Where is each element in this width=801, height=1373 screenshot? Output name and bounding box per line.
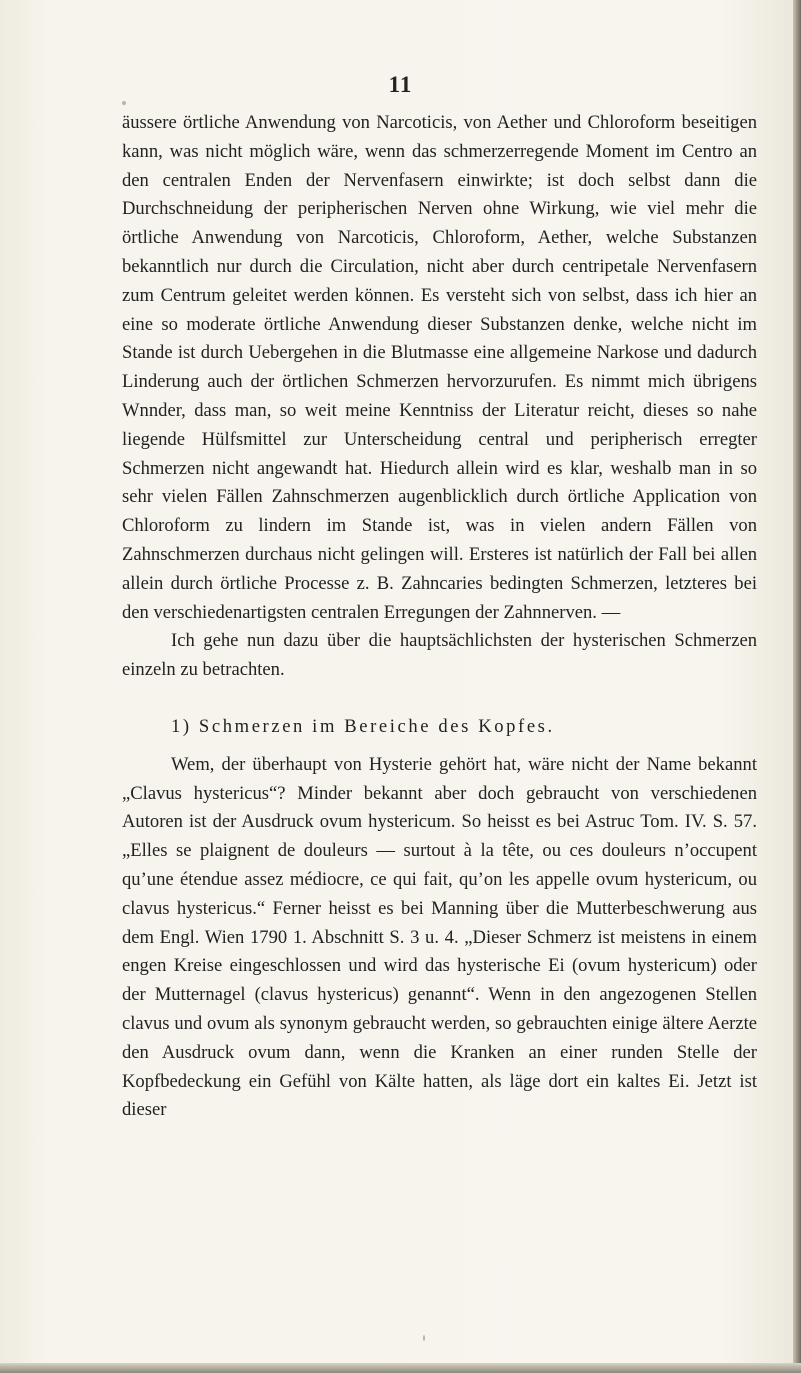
- page-edge-shadow: [793, 0, 801, 1373]
- paragraph-3: Wem, der überhaupt von Hysterie gehört hat, wäre nicht der Name bekannt „Clavus hystericus“? Minder bekannt aber doch gebraucht von verschiedenen Autoren ist der Ausdruck ovum hystericum. So heisst es bei Astruc Tom. IV. S. 57. „Elles se plaignent de douleurs — surtout à la tête, ou ces douleurs n’occupent qu’une étendue assez médiocre, ce qui fait, qu’on les appelle ovum hystericum, ou clavus hystericus.“ Ferner heisst es bei Manning über die Mutterbeschwerung aus dem Engl. Wien 1790 1. Abschnitt S. 3 u. 4. „Dieser Schmerz ist meistens in einem engen Kreise eingeschlossen und wird das hysterische Ei (ovum hystericum) oder der Mutternagel (clavus hystericus) genannt“. Wenn in den angezogenen Stellen clavus und ovum als synonym gebraucht werden, so gebrauchten einige ältere Aerzte den Ausdruck ovum dann, wenn die Kranken an einer runden Stelle der Kopfbedeckung ein Gefühl von Kälte hatten, als läge dort ein kaltes Ei. Jetzt ist dieser: [122, 753, 757, 1121]
- print-speck: [423, 1335, 425, 1341]
- body-text: [122, 109, 757, 1125]
- paragraph-2: Ich gehe nun dazu über die hauptsächlichsten der hysterischen Schmerzen einzeln zu betrachten.: [122, 630, 757, 681]
- page-number: 11: [388, 72, 413, 97]
- page-bottom-shadow: [0, 1363, 801, 1373]
- section-heading: 1) Schmerzen im Bereiche des Kopfes.: [171, 715, 555, 737]
- print-speck: [122, 101, 126, 105]
- paragraph-1: äussere örtliche Anwendung von Narcoticis, von Aether und Chloroform beseitigen kann, was nicht möglich wäre, wenn das schmerzerregende Moment im Centro an den centralen Enden der Nervenfasern einwirkte; ist doch selbst dann die Durchschneidung der peripherischen Nerven ohne Wirkung, wie viel mehr die örtliche Anwendung von Narcoticis, Chloroform, Aether, welche Substanzen bekanntlich nur durch die Circulation, nicht aber durch centripetale Nervenfasern zum Centrum geleitet werden können. Es versteht sich von selbst, dass ich hier an eine so moderate örtliche Anwendung dieser Substanzen denke, welche nicht im Stande ist durch Uebergehen in die Blutmasse eine allgemeine Narkose und dadurch Linderung auch der örtlichen Schmerzen hervorzurufen. Es nimmt mich übrigens Wnnder, dass man, so weit meine Kenntniss der Literatur reicht, dieses so nahe liegende Hülfsmittel zur Unterscheidung central und peripherisch erregter Schmerzen nicht angewandt hat. Hiedurch allein wird es klar, weshalb man in so sehr vielen Fällen Zahnschmerzen augenblicklich durch örtliche Application von Chloroform zu lindern im Stande ist, was in vielen andern Fällen von Zahnschmerzen durchaus nicht gelingen will. Ersteres ist natürlich der Fall bei allen allein durch örtliche Processe z. B. Zahncaries bedingten Schmerzen, letzteres bei den verschiedenartigsten centralen Erregungen der Zahnnerven. —: [122, 112, 757, 623]
